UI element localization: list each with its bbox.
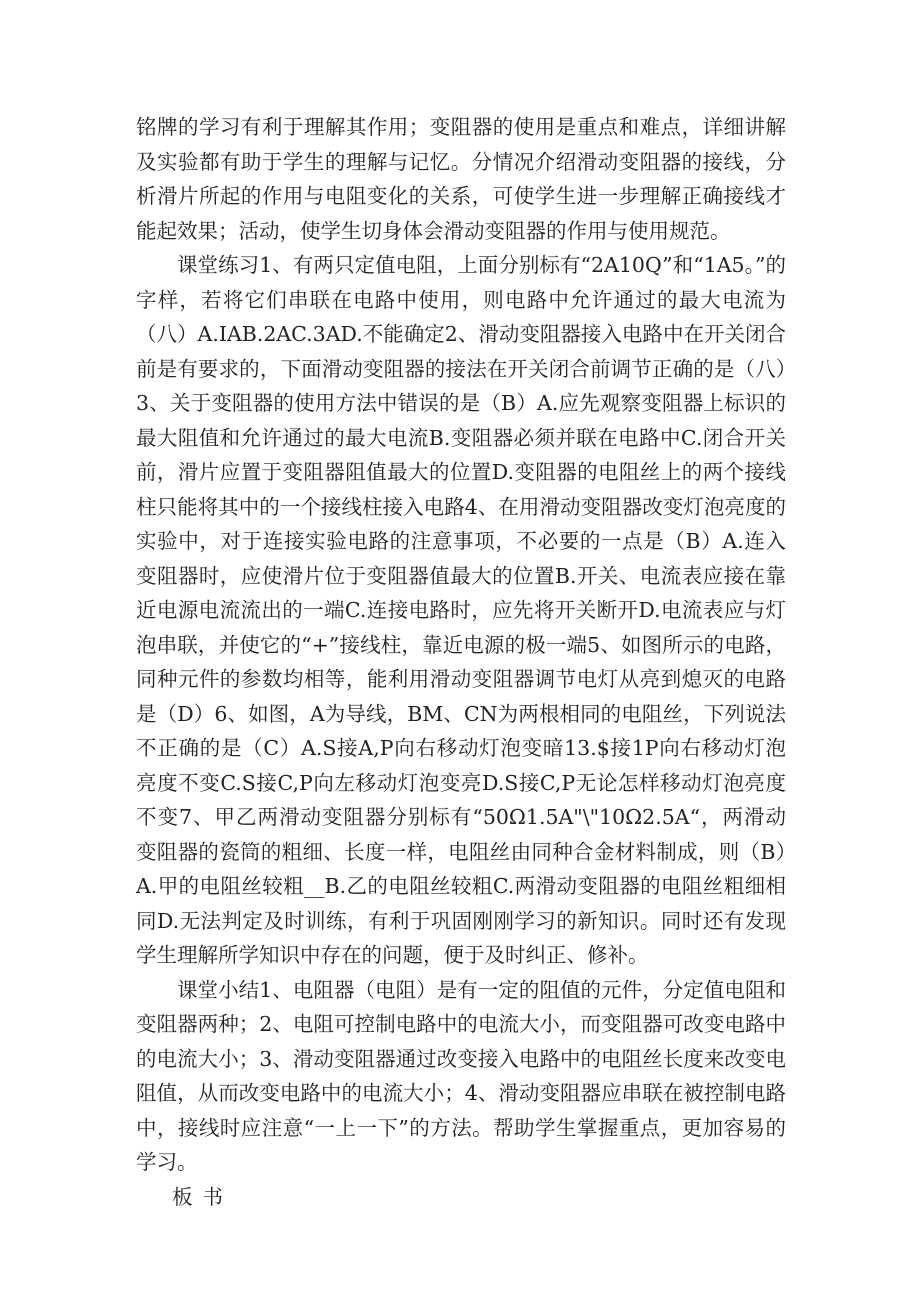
paragraph-teaching-notes: 铭牌的学习有利于理解其作用；变阻器的使用是重点和难点，详细讲解及实验都有助于学生的理解与记忆。分情况介绍滑动变阻器的接线，分析滑片所起的作用与电阻变化的关系，可使学生进一步理解正确接线才能起效果；活动，使学生切身体会滑动变阻器的作用与使用规范。 <box>136 115 786 243</box>
paragraph-classroom-summary: 课堂小结1、电阻器（电阻）是有一定的阻值的元件，分定值电阻和变阻器两种；2、电阻可控制电路中的电流大小，而变阻器可改变电路中的电流大小；3、滑动变阻器通过改变接入电路中的电阻丝长度来改变电阻值，从而改变电路中的电流大小；4、滑动变阻器应串联在被控制电路中，接线时应注意“一上一下”的方法。帮助学生掌握重点，更加容易的学习。 <box>136 977 786 1174</box>
document-body <box>136 110 786 1214</box>
board-heading: 板书 <box>172 1184 233 1209</box>
paragraph-classroom-exercises: 课堂练习1、有两只定值电阻，上面分别标有“2A10Q”和“1A5。”的字样，若将它们串联在电路中使用，则电路中允许通过的最大电流为（八）A.IAB.2AC.3AD.不能确定2、滑动变阻器接入电路中在开关闭合前是有要求的，下面滑动变阻器的接法在开关闭合前调节正确的是（八）3、关于变阻器的使用方法中错误的是（B）A.应先观察变阻器上标识的最大阻值和允许通过的最大电流B.变阻器必须并联在电路中C.闭合开关前，滑片应置于变阻器阻值最大的位置D.变阻器的电阻丝上的两个接线柱只能将其中的一个接线柱接入电路4、在用滑动变阻器改变灯泡亮度的实验中，对于连接实验电路的注意事项，不必要的一点是（B）A.连入变阻器时，应使滑片位于变阻器值最大的位置B.开关、电流表应接在靠近电源电流流出的一端C.连接电路时，应先将开关断开D.电流表应与灯泡串联，并使它的“+”接线柱，靠近电源的极一端5、如图所示的电路，同种元件的参数均相等，能利用滑动变阻器调节电灯从亮到熄灭的电路是（D）6、如图，A为导线，BM、CN为两根相同的电阻丝，下列说法不正确的是（C）A.S接A,P向右移动灯泡变暗13.$接1P向右移动灯泡亮度不变C.S接C,P向左移动灯泡变亮D.S接C,P无论怎样移动灯泡亮度不变7、甲乙两滑动变阻器分别标有“50Ω1.5A"\"10Ω2.5A“，两滑动变阻器的瓷筒的粗细、长度一样，电阻丝由同种合金材料制成，则（B）A.甲的电阻丝较粗__B.乙的电阻丝较粗C.两滑动变阻器的电阻丝粗细相同D.无法判定及时训练，有利于巩固刚刚学习的新知识。同时还有发现学生理解所学知识中存在的问题，便于及时纠正、修补。 <box>136 253 786 967</box>
